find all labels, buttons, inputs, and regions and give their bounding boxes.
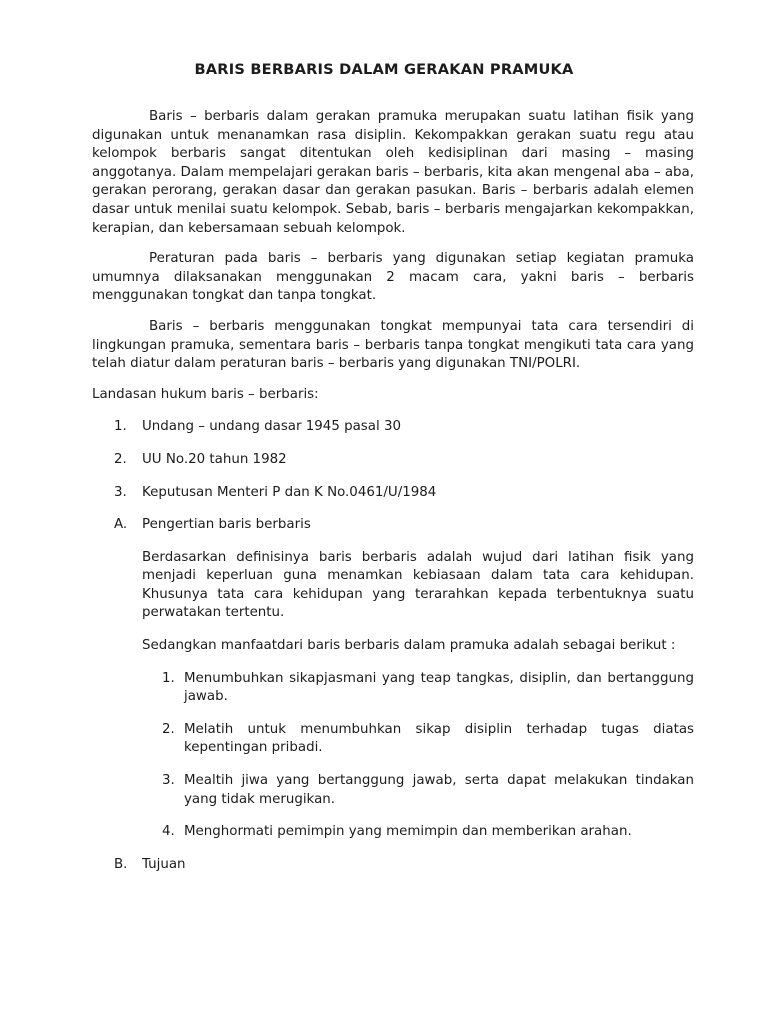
list-number: 3. [162, 773, 175, 789]
definition-paragraph: Berdasarkan definisinya baris berbaris adalah wujud dari latihan fisik yang menjadi keperluan guna menamkan kebiasaan dalam tata cara kehidupan. Khusunya tata cara kehidupan yang terarahkan kepada terbentuknya suatu perwatakan tertentu. [142, 549, 694, 621]
list-item [162, 670, 694, 707]
legal-list [92, 418, 694, 502]
list-text: Melatih untuk menumbuhkan sikap disiplin terhadap tugas diatas kepentingan pribadi. [184, 721, 694, 756]
list-text: Keputusan Menteri P dan K No.0461/U/1984 [142, 484, 437, 500]
list-number: 1. [114, 419, 127, 435]
benefits-intro: Sedangkan manfaatdari baris berbaris dalam pramuka adalah sebagai berikut : [142, 638, 676, 654]
section-letter: A. [114, 517, 128, 533]
intro-paragraph: Baris – berbaris dalam gerakan pramuka merupakan suatu latihan fisik yang digunakan untuk menanamkan rasa disiplin. Kekompakkan gerakan suatu regu atau kelompok berbaris sangat ditentukan oleh kedisiplinan dari masing – masing anggotanya. Dalam mempelajari gerakan baris – berbaris, kita akan mengenal aba – aba, gerakan perorang, gerakan dasar dan gerakan pasukan. Baris – berbaris adalah elemen dasar untuk menilai suatu kelompok. Sebab, baris – berbaris mengajarkan kekompakkan, kerapian, dan kebersamaan sebuah kelompok. [92, 109, 694, 236]
stick-paragraph: Baris – berbaris menggunakan tongkat mempunyai tata cara tersendiri di lingkungan pramuka, sementara baris – berbaris tanpa tongkat mengikuti tata cara yang telah diatur dalam peraturan baris – berbaris yang digunakan TNI/POLRI. [92, 318, 694, 372]
list-text: Menghormati pemimpin yang memimpin dan memberikan arahan. [184, 824, 632, 840]
section-a-content [92, 549, 694, 656]
list-item [114, 418, 694, 437]
list-number: 2. [114, 451, 127, 467]
list-text: Mealtih jiwa yang bertanggung jawab, serta dapat melakukan tindakan yang tidak merugikan. [184, 773, 694, 807]
list-item [162, 772, 694, 809]
document-body [92, 108, 694, 874]
section-a-heading-row [114, 516, 694, 535]
legal-heading: Landasan hukum baris – berbaris: [92, 386, 319, 402]
section-b-heading-row [114, 856, 694, 875]
list-item [114, 451, 694, 470]
list-number: 3. [114, 484, 127, 500]
list-item [162, 721, 694, 758]
list-item [114, 484, 694, 503]
list-number: 1. [162, 670, 175, 686]
list-number: 4. [162, 824, 175, 840]
list-text: Undang – undang dasar 1945 pasal 30 [142, 419, 401, 435]
document-title: BARIS BERBARIS DALAM GERAKAN PRAMUKA [194, 61, 574, 78]
section-a [92, 516, 694, 535]
benefits-list [92, 670, 694, 842]
list-text: UU No.20 tahun 1982 [142, 451, 287, 467]
section-heading: Tujuan [142, 856, 186, 872]
list-text: Menumbuhkan sikapjasmani yang teap tangkas, disiplin, dan bertanggung jawab. [184, 670, 694, 705]
list-number: 2. [162, 721, 175, 737]
section-heading: Pengertian baris berbaris [142, 517, 311, 533]
list-item [162, 823, 694, 842]
section-letter: B. [114, 856, 128, 872]
section-b [92, 856, 694, 875]
rules-paragraph: Peraturan pada baris – berbaris yang digunakan setiap kegiatan pramuka umumnya dilaksanakan menggunakan 2 macam cara, yakni baris – berbaris menggunakan tongkat dan tanpa tongkat. [92, 251, 694, 304]
